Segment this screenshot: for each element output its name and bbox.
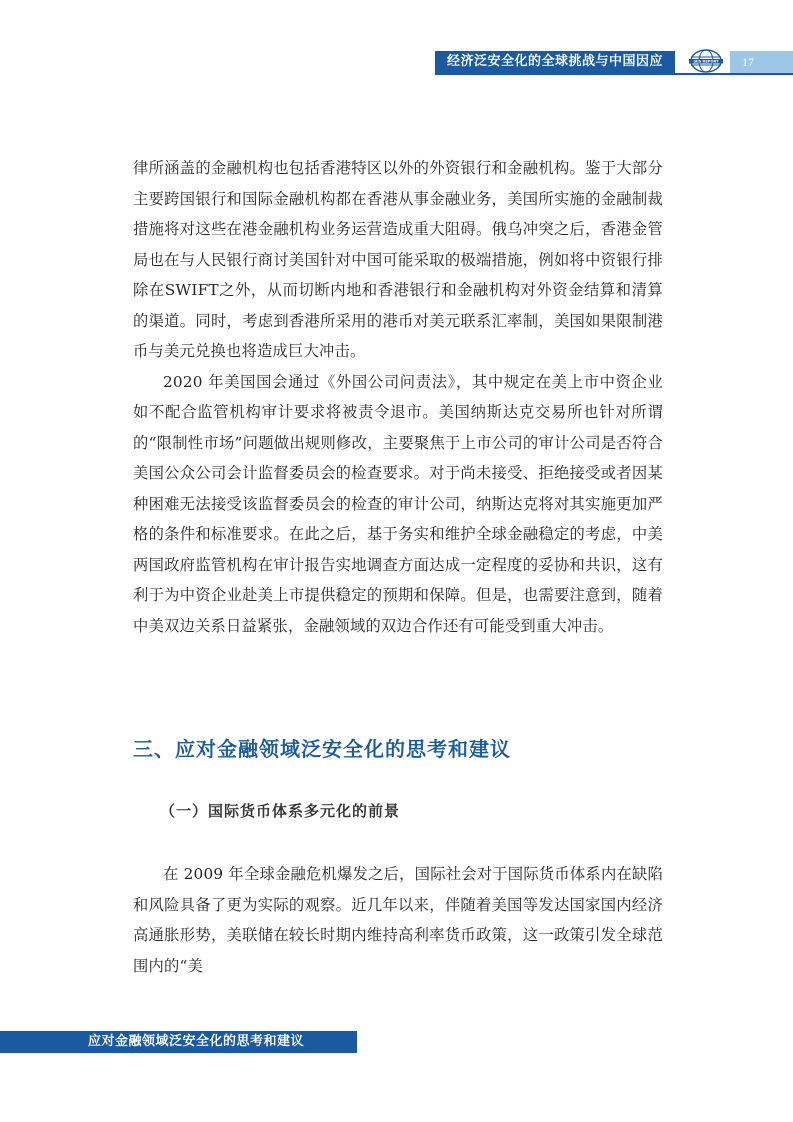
sis-report-globe-logo [689,48,723,74]
logo-text: SIIS REPORT [693,59,719,64]
section-heading: 三、应对金融领域泛安全化的思考和建议 [133,737,511,761]
paragraph-3: 在 2009 年全球金融危机爆发之后，国际社会对于国际货币体系内在缺陷和风险具备了更为实际的观察。近几年以来，伴随着美国等发达国家国内经济高通胀形势，美联储在较长时期内维持高利率货币政策，这一政策引发全球范围内的“美 [133,865,663,975]
subsection-heading: （一）国际货币体系多元化的前景 [160,802,401,820]
page-number: 17 [730,51,793,73]
header-rule [435,73,793,75]
body-text-bottom [133,859,663,981]
paragraph-2: 2020 年美国国会通过《外国公司问责法》，其中规定在美上市中资企业如不配合监管机构审计要求将被责令退市。美国纳斯达克交易所也针对所谓的“限制性市场”问题做出规则修改，主要聚焦于上市公司的审计公司是否符合美国公众公司会计监督委员会的检查要求。对于尚未接受、拒绝接受或者因某种困难无法接受该监督委员会的检查的审计公司，纳斯达克将对其实施更加严格的条件和标准要求。在此之后，基于务实和维护全球金融稳定的考虑，中美两国政府监管机构在审计报告实地调查方面达成一定程度的妥协和共识，这有利于为中资企业赴美上市提供稳定的预期和保障。但是，也需要注意到，随着中美双边关系日益紧张，金融领域的双边合作还有可能受到重大冲击。 [133,372,663,635]
footer-title: 应对金融领域泛安全化的思考和建议 [0,1031,357,1053]
body-text-top [133,153,663,641]
paragraph-1: 律所涵盖的金融机构也包括香港特区以外的外资银行和金融机构。鉴于大部分主要跨国银行和国际金融机构都在香港从事金融业务，美国所实施的金融制裁措施将对这些在港金融机构业务运营造成重大阻碍。俄乌冲突之后，香港金管局也在与人民银行商讨美国针对中国可能采取的极端措施，例如将中资银行排除在SWIFT之外，从而切断内地和香港银行和金融机构对外资金结算和清算的渠道。同时，考虑到香港所采用的港币对美元联系汇率制，美国如果限制港币与美元兑换也将造成巨大冲击。 [133,159,663,360]
header-title: 经济泛安全化的全球挑战与中国因应 [435,51,675,73]
